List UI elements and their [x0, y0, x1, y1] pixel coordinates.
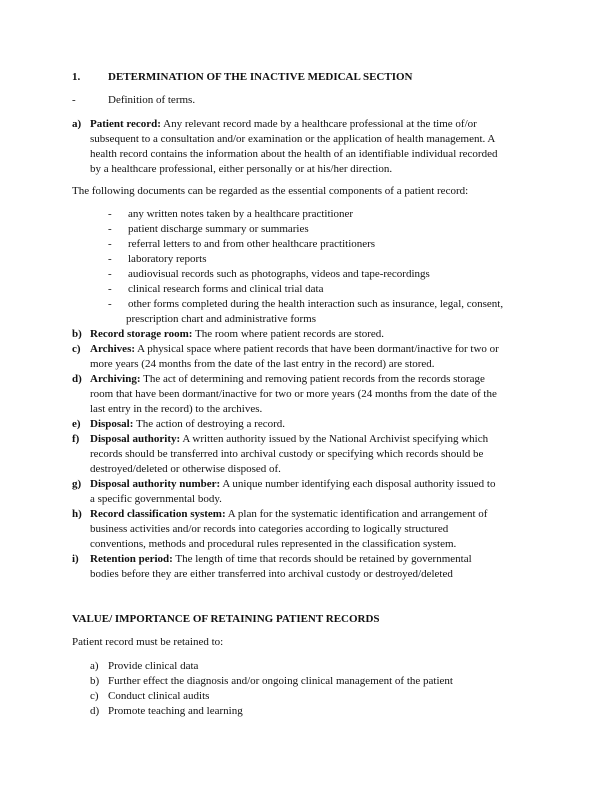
section2-intro: Patient record must be retained to:: [72, 636, 224, 648]
definition-body: room that have been dormant/inactive for two or more years (24 months from the date of the: [90, 388, 497, 400]
definition-body: The length of time that records should be retained by governmental: [175, 553, 472, 565]
definition-line: [72, 342, 542, 357]
definition-text: [90, 342, 499, 357]
definition-line: [72, 537, 542, 552]
components-list: [72, 207, 542, 327]
component-item: [72, 252, 542, 267]
definitions-list: [72, 327, 542, 582]
component-item: [72, 207, 542, 222]
definition-body: The act of determining and removing patient records from the records storage: [143, 373, 485, 385]
definition-line: [72, 402, 542, 417]
definition-body: Any relevant record made by a healthcare professional at the time of/or: [163, 118, 477, 130]
component-text: any written notes taken by a healthcare practitioner: [128, 208, 354, 220]
item-letter: c): [90, 690, 99, 702]
definition-line: [72, 522, 542, 537]
definition-body: records should be transferred into archival custody or specifying which records should be: [90, 448, 484, 460]
components-intro: The following documents can be regarded as the essential components of a patient record:: [72, 185, 469, 197]
definition-body: health record contains the information about the health of an identifiable individual recorded: [90, 148, 498, 160]
component-text: referral letters to and from other healthcare practitioners: [128, 238, 376, 250]
definition-body: A physical space where patient records that have been dormant/inactive for two or: [137, 343, 499, 355]
item-letter: a): [90, 660, 99, 672]
definition-body: last entry in the record) to the archives.: [90, 403, 263, 415]
definition-term: Disposal authority:: [90, 433, 181, 445]
definitions-intro-text: Definition of terms.: [108, 94, 196, 106]
component-text: other forms completed during the health interaction such as insurance, legal, consent,: [128, 298, 504, 310]
document-page: [72, 70, 542, 719]
definition-line: [72, 372, 542, 387]
definition-text: [90, 417, 285, 432]
section-number: 1.: [72, 71, 81, 83]
item-text: Promote teaching and learning: [108, 705, 243, 717]
dash-marker: -: [108, 298, 112, 310]
component-text: clinical research forms and clinical trial data: [128, 283, 324, 295]
retention-reason-item: [72, 659, 542, 674]
dash-marker: -: [72, 94, 76, 106]
component-text: laboratory reports: [128, 253, 207, 265]
definition-letter: b): [72, 328, 82, 340]
component-item: [72, 237, 542, 252]
definition-text: [90, 432, 488, 447]
retention-reasons-list: [72, 659, 542, 719]
definition-line: [72, 132, 542, 147]
dash-marker: -: [108, 283, 112, 295]
definition-text: [90, 372, 485, 387]
definition-body: The action of destroying a record.: [135, 418, 286, 430]
definition-body: more years (24 months from the date of the last entry in the record) are stored.: [90, 358, 435, 370]
item-text: Provide clinical data: [108, 660, 199, 672]
definition-body: conventions, methods and procedural rules represented in the classification system.: [90, 538, 457, 550]
definition-line: [72, 327, 542, 342]
component-item: [72, 282, 542, 297]
definition-body: destroyed/deleted or otherwise disposed of.: [90, 463, 281, 475]
definition-letter: a): [72, 118, 82, 130]
definition-letter: e): [72, 418, 81, 430]
definition-term: Record classification system:: [90, 508, 226, 520]
definition-term: Retention period:: [90, 553, 173, 565]
component-text: patient discharge summary or summaries: [128, 223, 309, 235]
item-letter: d): [90, 705, 100, 717]
retention-reason-item: [72, 689, 542, 704]
definition-line: [72, 507, 542, 522]
section-heading: [72, 70, 542, 85]
definition-line: [72, 567, 542, 582]
definition-text: [90, 552, 472, 567]
retention-reason-item: [72, 674, 542, 689]
definition-body: by a healthcare professional, either personally or at his/her direction.: [90, 163, 393, 175]
component-text: prescription chart and administrative forms: [126, 313, 316, 325]
definition-body: A unique number identifying each disposal authority issued to: [222, 478, 496, 490]
definitions-intro: [72, 93, 542, 108]
item-letter: b): [90, 675, 100, 687]
definition-line: [72, 492, 542, 507]
definition-body: business activities and/or records into categories according to logically structured: [90, 523, 449, 535]
definition-body: a specific governmental body.: [90, 493, 222, 505]
definition-line: [72, 477, 542, 492]
definition-text: [90, 477, 495, 492]
component-item: [72, 267, 542, 282]
item-text: Further effect the diagnosis and/or ongoing clinical management of the patient: [108, 675, 453, 687]
section-title: DETERMINATION OF THE INACTIVE MEDICAL SECTION: [108, 71, 413, 83]
definition-patient-record: [72, 117, 542, 177]
definition-text: [90, 117, 477, 132]
component-item: [72, 297, 542, 312]
definition-line: [72, 117, 542, 132]
definition-line: [72, 387, 542, 402]
definition-body: The room where patient records are stored.: [195, 328, 385, 340]
component-text: audiovisual records such as photographs, videos and tape-recordings: [128, 268, 430, 280]
dash-marker: -: [108, 223, 112, 235]
definition-term: Patient record:: [90, 118, 161, 130]
definition-body: subsequent to a consultation and/or examination or the application of health management. A: [90, 133, 496, 145]
definition-line: [72, 357, 542, 372]
definition-term: Disposal authority number:: [90, 478, 221, 490]
section2-title: VALUE/ IMPORTANCE OF RETAINING PATIENT RECORDS: [72, 613, 380, 625]
definition-letter: c): [72, 343, 81, 355]
dash-marker: -: [108, 268, 112, 280]
definition-letter: i): [72, 553, 79, 565]
definition-line: [72, 552, 542, 567]
definition-text: [90, 327, 384, 342]
definition-term: Archives:: [90, 343, 136, 355]
definition-letter: g): [72, 478, 82, 490]
dash-marker: -: [108, 208, 112, 220]
definition-line: [72, 147, 542, 162]
definition-line: [72, 417, 542, 432]
definition-letter: d): [72, 373, 82, 385]
definition-line: [72, 447, 542, 462]
component-item: [72, 222, 542, 237]
definition-body: A plan for the systematic identification and arrangement of: [227, 508, 488, 520]
definition-text: [90, 507, 487, 522]
definition-term: Disposal:: [90, 418, 134, 430]
dash-marker: -: [108, 253, 112, 265]
definition-letter: f): [72, 433, 80, 445]
dash-marker: -: [108, 238, 112, 250]
definition-letter: h): [72, 508, 82, 520]
component-item: [72, 312, 542, 327]
definition-line: [72, 462, 542, 477]
definition-line: [72, 162, 542, 177]
item-text: Conduct clinical audits: [108, 690, 210, 702]
retention-reason-item: [72, 704, 542, 719]
definition-body: bodies before they are either transferred into archival custody or destroyed/deleted: [90, 568, 453, 580]
definition-term: Record storage room:: [90, 328, 193, 340]
definition-body: A written authority issued by the National Archivist specifying which: [182, 433, 489, 445]
definition-line: [72, 432, 542, 447]
definition-term: Archiving:: [90, 373, 141, 385]
